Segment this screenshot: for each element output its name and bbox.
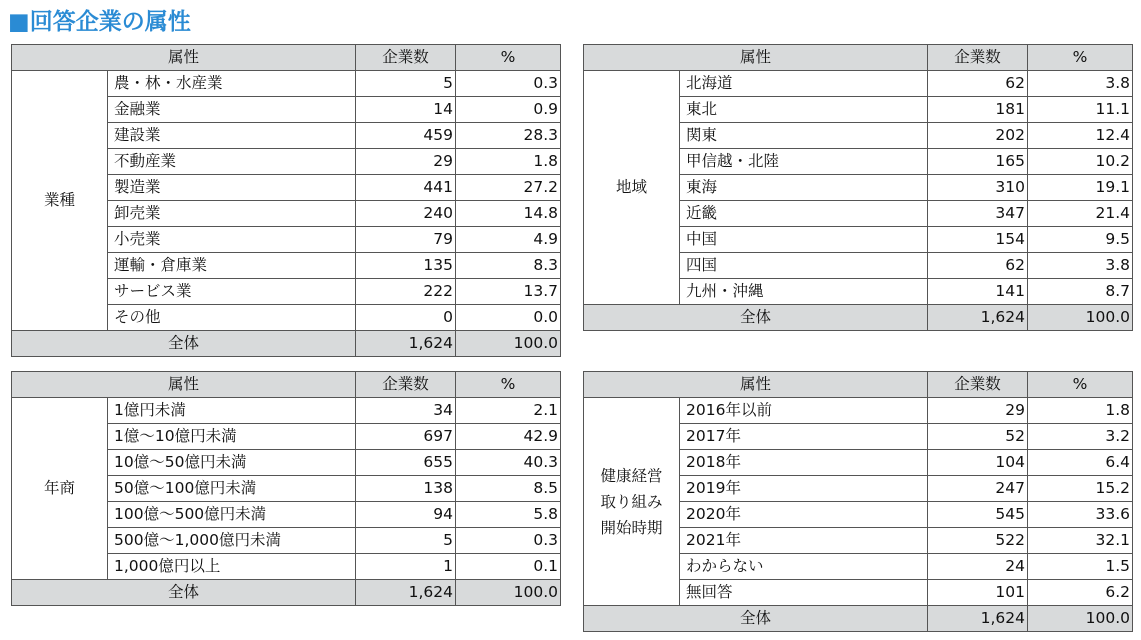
row-count: 29 bbox=[928, 398, 1028, 424]
header-count: 企業数 bbox=[928, 372, 1028, 398]
total-label: 全体 bbox=[12, 580, 356, 606]
row-label: 建設業 bbox=[108, 123, 356, 149]
row-percent: 11.1 bbox=[1028, 97, 1133, 123]
row-percent: 9.5 bbox=[1028, 227, 1133, 253]
total-row bbox=[584, 305, 1133, 331]
row-percent: 1.8 bbox=[1028, 398, 1133, 424]
row-count: 459 bbox=[356, 123, 456, 149]
row-label: 500億～1,000億円未満 bbox=[108, 528, 356, 554]
row-count: 14 bbox=[356, 97, 456, 123]
row-count: 5 bbox=[356, 528, 456, 554]
row-percent: 0.3 bbox=[456, 71, 561, 97]
row-count: 0 bbox=[356, 305, 456, 331]
row-count: 522 bbox=[928, 528, 1028, 554]
total-percent: 100.0 bbox=[456, 331, 561, 357]
industry-table bbox=[11, 44, 561, 357]
total-label: 全体 bbox=[12, 331, 356, 357]
row-count: 222 bbox=[356, 279, 456, 305]
row-label: サービス業 bbox=[108, 279, 356, 305]
row-label: 無回答 bbox=[680, 580, 928, 606]
row-percent: 2.1 bbox=[456, 398, 561, 424]
table-header-row bbox=[12, 45, 561, 71]
row-count: 545 bbox=[928, 502, 1028, 528]
row-label: その他 bbox=[108, 305, 356, 331]
row-count: 29 bbox=[356, 149, 456, 175]
table-row bbox=[12, 71, 561, 97]
row-label: 運輸・倉庫業 bbox=[108, 253, 356, 279]
row-label: 2021年 bbox=[680, 528, 928, 554]
row-count: 697 bbox=[356, 424, 456, 450]
group-label-line: 取り組み bbox=[600, 492, 663, 511]
row-percent: 27.2 bbox=[456, 175, 561, 201]
row-count: 655 bbox=[356, 450, 456, 476]
row-label: 1,000億円以上 bbox=[108, 554, 356, 580]
row-count: 141 bbox=[928, 279, 1028, 305]
row-label: 九州・沖縄 bbox=[680, 279, 928, 305]
row-percent: 5.8 bbox=[456, 502, 561, 528]
row-label: 東海 bbox=[680, 175, 928, 201]
total-label: 全体 bbox=[584, 606, 928, 632]
total-count: 1,624 bbox=[928, 606, 1028, 632]
header-percent: % bbox=[456, 372, 561, 398]
row-percent: 4.9 bbox=[456, 227, 561, 253]
group-label-line: 健康経営 bbox=[600, 466, 663, 485]
header-percent: % bbox=[456, 45, 561, 71]
header-count: 企業数 bbox=[356, 45, 456, 71]
row-percent: 3.8 bbox=[1028, 253, 1133, 279]
row-percent: 10.2 bbox=[1028, 149, 1133, 175]
revenue-table bbox=[11, 371, 561, 606]
row-count: 52 bbox=[928, 424, 1028, 450]
row-label: わからない bbox=[680, 554, 928, 580]
header-count: 企業数 bbox=[928, 45, 1028, 71]
row-label: 関東 bbox=[680, 123, 928, 149]
row-count: 94 bbox=[356, 502, 456, 528]
table-header-row bbox=[12, 372, 561, 398]
row-percent: 8.5 bbox=[456, 476, 561, 502]
row-count: 441 bbox=[356, 175, 456, 201]
row-label: 甲信越・北陸 bbox=[680, 149, 928, 175]
total-percent: 100.0 bbox=[1028, 606, 1133, 632]
row-percent: 8.7 bbox=[1028, 279, 1133, 305]
header-attribute: 属性 bbox=[584, 372, 928, 398]
header-count: 企業数 bbox=[356, 372, 456, 398]
row-label: 50億～100億円未満 bbox=[108, 476, 356, 502]
row-percent: 13.7 bbox=[456, 279, 561, 305]
row-percent: 0.9 bbox=[456, 97, 561, 123]
row-percent: 15.2 bbox=[1028, 476, 1133, 502]
row-label: 1億円未満 bbox=[108, 398, 356, 424]
table-row bbox=[584, 71, 1133, 97]
total-count: 1,624 bbox=[356, 331, 456, 357]
row-count: 104 bbox=[928, 450, 1028, 476]
row-percent: 28.3 bbox=[456, 123, 561, 149]
row-count: 138 bbox=[356, 476, 456, 502]
region-table bbox=[583, 44, 1133, 331]
row-label: 農・林・水産業 bbox=[108, 71, 356, 97]
row-label: 不動産業 bbox=[108, 149, 356, 175]
row-percent: 3.2 bbox=[1028, 424, 1133, 450]
row-percent: 19.1 bbox=[1028, 175, 1133, 201]
row-count: 310 bbox=[928, 175, 1028, 201]
group-label-line: 開始時期 bbox=[600, 518, 663, 537]
row-count: 347 bbox=[928, 201, 1028, 227]
row-label: 卸売業 bbox=[108, 201, 356, 227]
row-percent: 0.1 bbox=[456, 554, 561, 580]
row-percent: 40.3 bbox=[456, 450, 561, 476]
row-label: 10億～50億円未満 bbox=[108, 450, 356, 476]
table-row bbox=[584, 398, 1133, 424]
row-count: 79 bbox=[356, 227, 456, 253]
row-label: 2018年 bbox=[680, 450, 928, 476]
row-label: 2019年 bbox=[680, 476, 928, 502]
row-label: 2020年 bbox=[680, 502, 928, 528]
row-count: 240 bbox=[356, 201, 456, 227]
page-title: ■回答企業の属性 bbox=[8, 9, 191, 35]
group-label bbox=[584, 398, 680, 606]
row-count: 24 bbox=[928, 554, 1028, 580]
row-label: 100億～500億円未満 bbox=[108, 502, 356, 528]
row-count: 165 bbox=[928, 149, 1028, 175]
table-row bbox=[12, 398, 561, 424]
row-label: 四国 bbox=[680, 253, 928, 279]
row-count: 181 bbox=[928, 97, 1028, 123]
row-label: 北海道 bbox=[680, 71, 928, 97]
total-percent: 100.0 bbox=[1028, 305, 1133, 331]
row-percent: 21.4 bbox=[1028, 201, 1133, 227]
row-count: 34 bbox=[356, 398, 456, 424]
total-row bbox=[12, 580, 561, 606]
row-count: 62 bbox=[928, 71, 1028, 97]
row-percent: 0.0 bbox=[456, 305, 561, 331]
row-percent: 0.3 bbox=[456, 528, 561, 554]
row-count: 135 bbox=[356, 253, 456, 279]
row-label: 中国 bbox=[680, 227, 928, 253]
row-percent: 1.8 bbox=[456, 149, 561, 175]
row-percent: 6.4 bbox=[1028, 450, 1133, 476]
row-count: 5 bbox=[356, 71, 456, 97]
row-label: 東北 bbox=[680, 97, 928, 123]
row-percent: 6.2 bbox=[1028, 580, 1133, 606]
row-label: 金融業 bbox=[108, 97, 356, 123]
table-header-row bbox=[584, 372, 1133, 398]
row-label: 近畿 bbox=[680, 201, 928, 227]
row-percent: 32.1 bbox=[1028, 528, 1133, 554]
header-attribute: 属性 bbox=[12, 372, 356, 398]
row-count: 154 bbox=[928, 227, 1028, 253]
row-percent: 3.8 bbox=[1028, 71, 1133, 97]
row-label: 小売業 bbox=[108, 227, 356, 253]
row-percent: 14.8 bbox=[456, 201, 561, 227]
row-percent: 33.6 bbox=[1028, 502, 1133, 528]
total-row bbox=[12, 331, 561, 357]
row-percent: 42.9 bbox=[456, 424, 561, 450]
row-count: 202 bbox=[928, 123, 1028, 149]
row-percent: 12.4 bbox=[1028, 123, 1133, 149]
table-header-row bbox=[584, 45, 1133, 71]
header-attribute: 属性 bbox=[12, 45, 356, 71]
row-label: 1億～10億円未満 bbox=[108, 424, 356, 450]
row-count: 62 bbox=[928, 253, 1028, 279]
header-attribute: 属性 bbox=[584, 45, 928, 71]
total-count: 1,624 bbox=[928, 305, 1028, 331]
header-percent: % bbox=[1028, 372, 1133, 398]
group-label: 年商 bbox=[12, 398, 108, 580]
row-label: 2016年以前 bbox=[680, 398, 928, 424]
row-label: 2017年 bbox=[680, 424, 928, 450]
header-percent: % bbox=[1028, 45, 1133, 71]
row-percent: 1.5 bbox=[1028, 554, 1133, 580]
total-label: 全体 bbox=[584, 305, 928, 331]
group-label: 地域 bbox=[584, 71, 680, 305]
row-count: 101 bbox=[928, 580, 1028, 606]
total-count: 1,624 bbox=[356, 580, 456, 606]
total-percent: 100.0 bbox=[456, 580, 561, 606]
health-management-start-table bbox=[583, 371, 1133, 632]
row-count: 247 bbox=[928, 476, 1028, 502]
row-percent: 8.3 bbox=[456, 253, 561, 279]
row-label: 製造業 bbox=[108, 175, 356, 201]
total-row bbox=[584, 606, 1133, 632]
group-label: 業種 bbox=[12, 71, 108, 331]
row-count: 1 bbox=[356, 554, 456, 580]
